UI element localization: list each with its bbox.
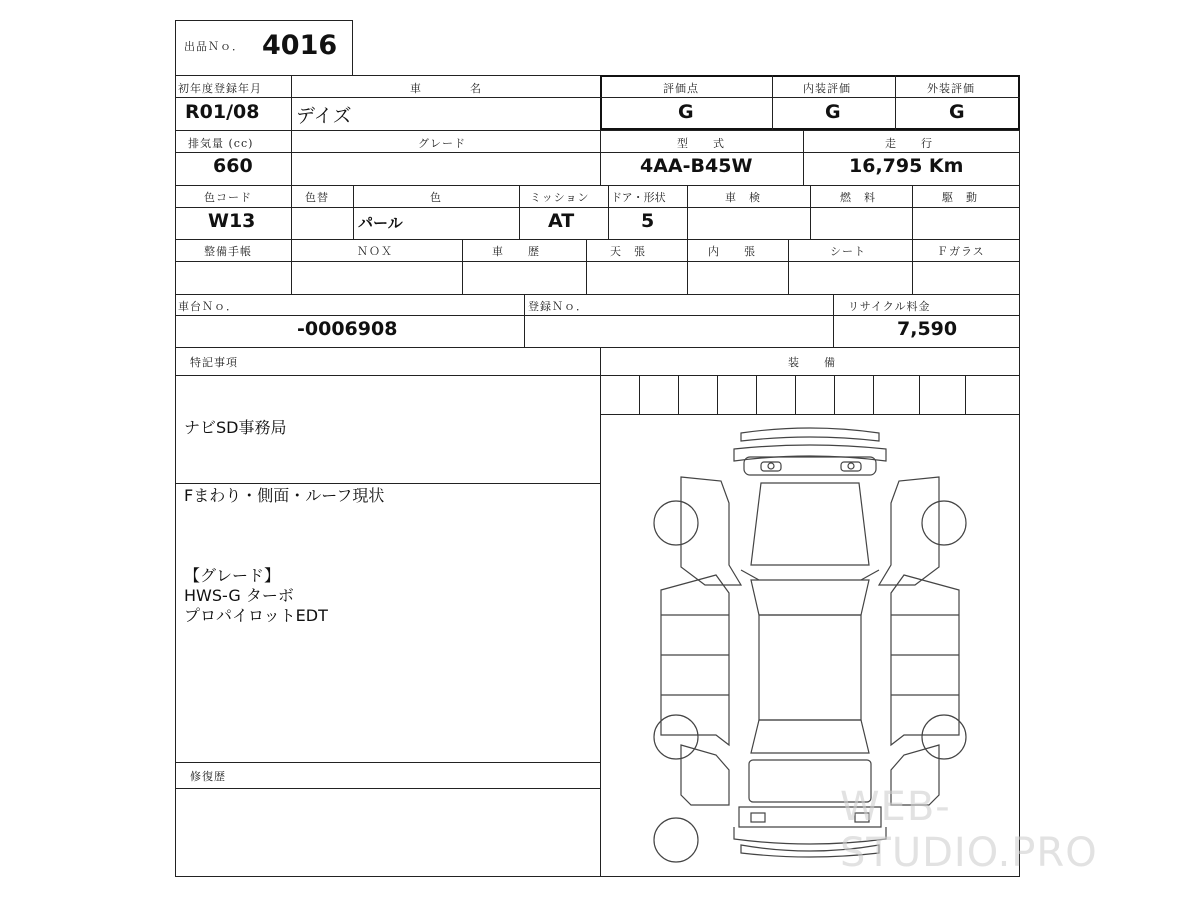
color-value: パール <box>358 214 403 232</box>
line <box>519 185 520 239</box>
line <box>895 75 896 130</box>
recycle-value: 7,590 <box>897 318 958 340</box>
watermark: WEB-STUDIO.PRO <box>840 784 1098 876</box>
color-code-value: W13 <box>208 210 256 232</box>
line <box>462 239 463 294</box>
line <box>175 97 1020 98</box>
line <box>175 261 1020 262</box>
line <box>717 375 718 414</box>
car-name-header: 車 名 <box>410 82 482 95</box>
inner-header: 内 張 <box>708 245 756 258</box>
interior-value: G <box>825 101 841 123</box>
line <box>919 375 920 414</box>
line <box>291 75 292 185</box>
line <box>687 185 688 294</box>
chassis-header: 車台Ｎｏ． <box>178 300 238 313</box>
mission-value: AT <box>548 210 575 232</box>
line <box>175 294 1020 295</box>
line <box>175 483 600 484</box>
color-code-header: 色コード <box>204 191 252 204</box>
displacement-value: 660 <box>213 155 253 177</box>
line <box>639 375 640 414</box>
history-header: 車 歴 <box>492 245 540 258</box>
remark-note-2: Fまわり・側面・ルーフ現状 【グレード】 HWS-G ターボ プロパイロットEDT <box>184 486 385 625</box>
doors-value: 5 <box>641 210 655 232</box>
seat-header: シート <box>830 245 866 258</box>
fuel-header: 燃 料 <box>840 191 876 204</box>
line <box>600 130 601 185</box>
line <box>834 375 835 414</box>
exterior-value: G <box>949 101 965 123</box>
equipment-header: 装 備 <box>788 356 836 369</box>
line <box>678 375 679 414</box>
doors-header: ドア・形状 <box>611 191 666 204</box>
mileage-value: 16,795 Km <box>849 155 964 177</box>
mission-header: ミッション <box>530 191 590 204</box>
line <box>175 315 1020 316</box>
color-header: 色 <box>430 191 442 204</box>
lot-number-label: 出品Ｎｏ． <box>184 40 244 53</box>
fglass-header: Ｆガラス <box>937 245 985 258</box>
lot-number: 4016 <box>262 30 338 61</box>
inspection-header: 車 検 <box>725 191 761 204</box>
model-value: 4AA-B45W <box>640 155 753 177</box>
line <box>353 185 354 239</box>
line <box>795 375 796 414</box>
remarks-header: 特記事項 <box>190 356 238 369</box>
registration-header: 登録Ｎｏ． <box>528 300 588 313</box>
line <box>175 788 600 789</box>
exterior-header: 外装評価 <box>927 82 975 95</box>
line <box>291 185 292 294</box>
line <box>912 185 913 294</box>
line <box>772 75 773 130</box>
line <box>873 375 874 414</box>
score-value: G <box>678 101 694 123</box>
nox-header: ＮＯＸ <box>357 245 393 258</box>
line <box>524 294 525 347</box>
line <box>833 294 834 347</box>
drive-header: 駆 動 <box>942 191 978 204</box>
line <box>175 130 1020 131</box>
line <box>175 347 1020 348</box>
line <box>608 185 609 239</box>
reg-year-header: 初年度登録年月 <box>178 82 262 95</box>
mileage-header: 走 行 <box>885 137 933 150</box>
line <box>810 185 811 239</box>
line <box>756 375 757 414</box>
line <box>175 762 600 763</box>
line <box>175 375 1020 376</box>
line <box>175 152 1020 153</box>
chassis-value: -0006908 <box>297 318 398 340</box>
line <box>965 375 966 414</box>
remark-note-1: ナビSD事務局 <box>184 418 287 437</box>
car-name-value: デイズ <box>296 105 352 127</box>
reg-year-value: R01/08 <box>185 101 260 123</box>
line <box>175 185 1020 186</box>
line <box>803 130 804 185</box>
line <box>586 239 587 294</box>
line <box>175 239 1020 240</box>
line <box>788 239 789 294</box>
service-book-header: 整備手帳 <box>204 245 252 258</box>
interior-header: 内装評価 <box>803 82 851 95</box>
recycle-header: リサイクル料金 <box>848 300 931 313</box>
model-header: 型 式 <box>677 137 725 150</box>
grade-header: グレード <box>418 137 466 150</box>
score-header: 評価点 <box>663 82 699 95</box>
repair-history-header: 修復歴 <box>190 770 226 783</box>
line <box>175 207 1020 208</box>
color-change-header: 色替 <box>305 191 329 204</box>
displacement-header: 排気量 (cc) <box>188 137 254 150</box>
sunroof-header: 天 張 <box>610 245 646 258</box>
